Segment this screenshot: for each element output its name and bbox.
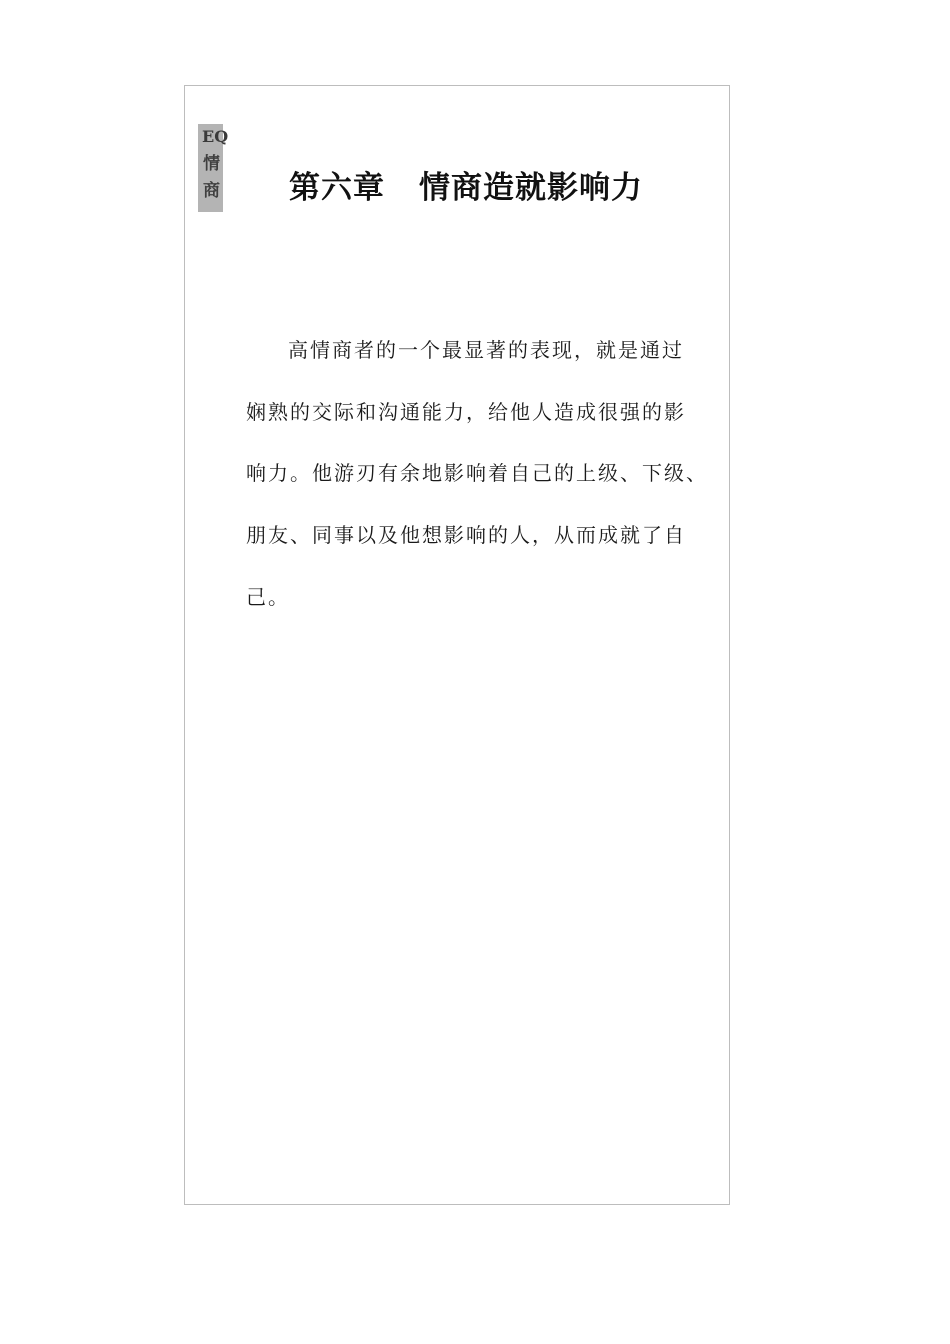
paragraph-line: 响力。他游刃有余地影响着自己的上级、下级、 [246, 461, 708, 485]
chapter-title: 情商造就影响力 [419, 170, 643, 206]
paragraph-line: 高情商者的一个最显著的表现，就是通过 [288, 338, 684, 362]
chapter-heading [289, 166, 643, 210]
page-frame [184, 85, 730, 1205]
paragraph-line: 娴熟的交际和沟通能力，给他人造成很强的影 [246, 400, 686, 424]
side-tab-char: 商 [203, 181, 220, 201]
side-tab-label: EQ [202, 127, 229, 146]
side-tab-char: 情 [203, 154, 220, 174]
chapter-number: 第六章 [289, 170, 385, 206]
paragraph-line: 朋友、同事以及他想影响的人，从而成就了自 [246, 523, 686, 547]
paragraph-line: 己。 [246, 585, 290, 609]
